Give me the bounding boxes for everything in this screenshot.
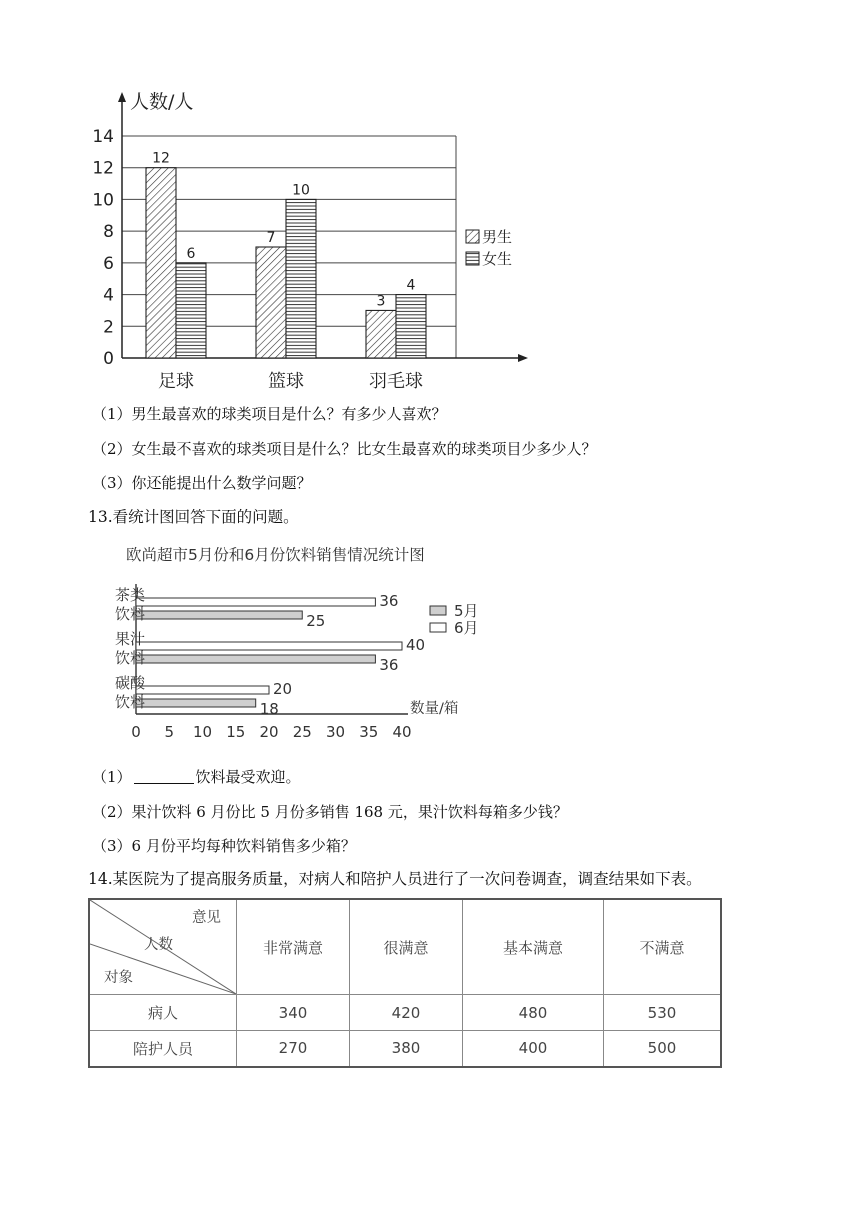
chart2-x-tick-label: 25 [292, 723, 312, 741]
chart2-data-label: 18 [259, 700, 279, 718]
chart1-category-labels [158, 371, 423, 392]
drinks-bar-chart [112, 540, 502, 750]
chart2-category-labels [115, 586, 146, 711]
table-cell: 530 [604, 995, 722, 1031]
chart2-legend-label: 5月 [454, 602, 479, 620]
chart2-data-label: 20 [273, 680, 293, 698]
chart1-category-label: 篮球 [268, 371, 304, 392]
row-label: 陪护人员 [89, 1031, 237, 1067]
chart1-y-tick-label: 8 [103, 222, 114, 243]
chart2-bar [136, 642, 402, 650]
corner-bottom-label: 对象 [104, 970, 133, 986]
chart2-data-label: 40 [406, 636, 426, 654]
chart2-x-tick-label: 0 [131, 723, 141, 741]
chart1-y-tick-label: 4 [103, 285, 114, 306]
corner-top-label: 意见 [192, 910, 221, 926]
table-cell: 400 [463, 1031, 604, 1067]
chart1-y-tick-label: 0 [103, 349, 114, 369]
table-row [89, 995, 721, 1031]
table-cell: 340 [237, 995, 350, 1031]
chart2-x-tick-labels [131, 723, 411, 741]
column-header: 不满意 [604, 899, 722, 995]
chart2-legend [430, 602, 479, 637]
chart2-x-tick-label: 20 [259, 723, 279, 741]
chart2-legend-label: 6月 [454, 619, 479, 637]
table-corner-cell [89, 899, 237, 995]
row-label: 病人 [89, 995, 237, 1031]
table-cell: 380 [350, 1031, 463, 1067]
answer-blank[interactable] [134, 768, 194, 784]
chart1-legend-swatch [466, 230, 479, 243]
chart1-y-tick-labels [92, 127, 114, 369]
chart2-data-label: 36 [379, 592, 399, 610]
chart2-bar [136, 611, 302, 619]
chart2-x-tick-label: 35 [359, 723, 379, 741]
chart2-bar [136, 598, 375, 606]
chart1-legend-swatch [466, 252, 479, 265]
table-cell: 270 [237, 1031, 350, 1067]
chart2-category-label: 碳酸 [115, 674, 146, 692]
chart1-legend-label: 女生 [482, 250, 513, 268]
chart1-category-label: 羽毛球 [369, 371, 423, 392]
chart1-data-label: 12 [152, 150, 170, 167]
q13-item-3: （3）6 月份平均每种饮料销售多少箱？ [92, 837, 356, 855]
chart2-category-label: 饮料 [115, 649, 146, 667]
chart1-data-label: 6 [186, 245, 196, 262]
chart1-data-label: 7 [266, 230, 276, 246]
chart2-title: 欧尚超市5月份和6月份饮料销售情况统计图 [126, 546, 425, 564]
chart2-x-tick-label: 30 [325, 723, 346, 741]
q12-item-1: （1）男生最喜欢的球类项目是什么？有多少人喜欢？ [92, 405, 447, 423]
table-row [89, 1031, 721, 1067]
chart1-bar [256, 247, 286, 358]
chart1-bar [366, 310, 396, 358]
chart1-category-label: 足球 [158, 371, 194, 392]
chart1-bars [146, 151, 426, 358]
chart1-y-tick-label: 10 [92, 190, 114, 211]
chart1-y-tick-label: 6 [103, 253, 114, 274]
table-header-row [89, 899, 721, 995]
q13-heading: 13.看统计图回答下面的问题。 [88, 508, 299, 526]
chart2-x-tick-label: 5 [164, 723, 175, 741]
q14-heading: 14.某医院为了提高服务质量，对病人和陪护人员进行了一次问卷调查，调查结果如下表。 [88, 870, 702, 888]
corner-middle-label: 人数 [144, 937, 173, 953]
q12-item-3: （3）你还能提出什么数学问题？ [92, 474, 312, 492]
chart2-bar [136, 655, 375, 663]
chart2-data-label: 25 [306, 612, 326, 630]
column-header: 很满意 [350, 899, 463, 995]
chart2-x-tick-label: 15 [226, 723, 246, 741]
chart2-bars [136, 592, 425, 718]
survey-table [88, 898, 722, 1068]
chart1-x-arrow [518, 354, 528, 362]
chart1-bar [286, 199, 316, 358]
chart2-legend-swatch [430, 623, 446, 632]
chart1-data-label: 10 [292, 182, 310, 199]
chart2-category-label: 果汁 [115, 630, 146, 648]
table-cell: 420 [350, 995, 463, 1031]
q13-item-1 [92, 767, 301, 787]
chart2-category-label: 茶类 [115, 586, 146, 604]
chart2-bar [136, 699, 256, 707]
chart1-data-label: 4 [406, 277, 416, 294]
q13-item-2: （2）果汁饮料 6 月份比 5 月份多销售 168 元，果汁饮料每箱多少钱？ [92, 803, 568, 821]
chart1-legend [466, 228, 512, 268]
chart1-y-tick-label: 2 [103, 317, 114, 338]
chart1-legend-label: 男生 [482, 228, 513, 246]
chart1-y-arrow [118, 92, 126, 102]
q13-item-1-suffix: 饮料最受欢迎。 [195, 768, 301, 786]
column-header: 非常满意 [237, 899, 350, 995]
chart2-category-label: 饮料 [115, 605, 146, 623]
chart1-data-label: 3 [376, 293, 386, 310]
column-header: 基本满意 [463, 899, 604, 995]
chart2-x-axis-label: 数量/箱 [410, 701, 459, 717]
q13-item-1-prefix: （1） [92, 768, 132, 786]
chart1-bar [146, 168, 176, 358]
chart2-legend-swatch [430, 606, 446, 615]
q12-item-2: （2）女生最不喜欢的球类项目是什么？比女生最喜欢的球类项目少多少人？ [92, 440, 597, 458]
chart2-x-tick-label: 10 [192, 723, 213, 741]
chart1-bar [396, 295, 426, 358]
chart1-y-tick-label: 14 [92, 127, 114, 147]
chart1-y-tick-label: 12 [92, 158, 114, 179]
chart2-bar [136, 686, 269, 694]
chart2-category-label: 饮料 [115, 693, 146, 711]
chart2-x-tick-label: 40 [392, 723, 412, 741]
chart1-bar [176, 263, 206, 358]
table-cell: 480 [463, 995, 604, 1031]
chart2-data-label: 36 [379, 656, 399, 674]
chart1-y-axis-label: 人数/人 [130, 91, 194, 113]
table-cell: 500 [604, 1031, 722, 1067]
sports-bar-chart [80, 86, 540, 396]
